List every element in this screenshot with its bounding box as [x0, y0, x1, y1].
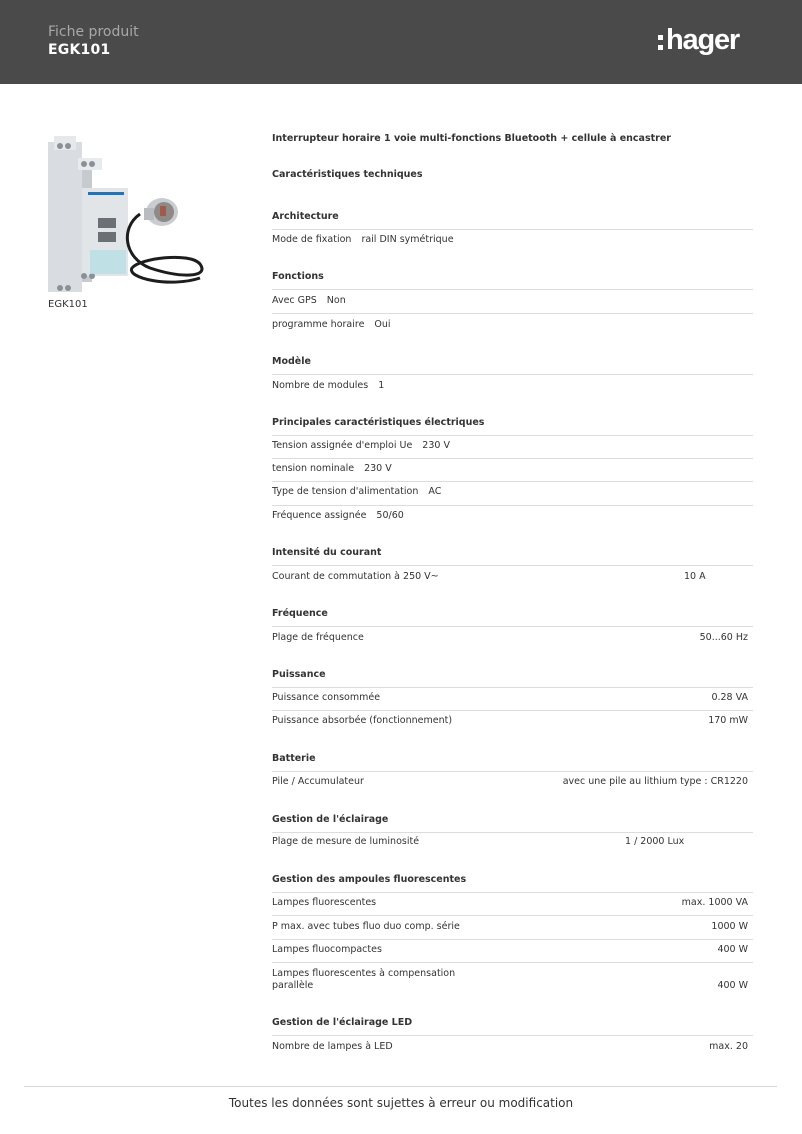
spec-row [272, 715, 753, 735]
product-code: EGK101 [48, 42, 111, 58]
section-heading: Modèle [272, 356, 753, 375]
spec-value: 400 W [717, 980, 748, 991]
spec-label [272, 968, 455, 991]
header-kicker: Fiche produit [48, 24, 139, 40]
spec-row [272, 776, 753, 796]
spec-row [272, 921, 753, 940]
spec-value: 1000 W [711, 921, 748, 932]
product-title: Interrupteur horaire 1 voie multi-fonctions Bluetooth + cellule à encastrer [272, 133, 671, 144]
spec-value: 1 / 2000 Lux [625, 836, 685, 847]
spec-value: avec une pile au lithium type : CR1220 [562, 776, 748, 787]
section-heading: Batterie [272, 753, 753, 772]
spec-label: Mode de fixation [272, 234, 352, 245]
spec-label: Plage de fréquence [272, 632, 364, 643]
spec-label: Tension assignée d'emploi Ue [272, 440, 413, 451]
spec-row [272, 571, 753, 591]
spec-row [272, 944, 753, 963]
spec-row [272, 968, 753, 1000]
spec-label: Fréquence assignée [272, 510, 367, 521]
spec-label: Puissance absorbée (fonctionnement) [272, 715, 453, 726]
section-heading: Gestion des ampoules fluorescentes [272, 874, 753, 893]
spec-row [272, 380, 753, 400]
spec-row [272, 632, 753, 652]
spec-value: 170 mW [708, 715, 748, 726]
spec-label: Lampes fluorescentes [272, 897, 377, 908]
spec-label: tension nominale [272, 463, 355, 474]
spec-label: programme horaire [272, 319, 365, 330]
spec-value: rail DIN symétrique [361, 234, 454, 245]
spec-value: AC [428, 486, 442, 497]
spec-row [272, 510, 753, 530]
hager-logo [658, 22, 739, 58]
section-heading: Architecture [272, 211, 753, 230]
section-heading: Intensité du courant [272, 547, 753, 566]
spec-value: 230 V [422, 440, 450, 451]
spec-row [272, 234, 753, 254]
spec-label: Avec GPS [272, 295, 317, 306]
product-image [40, 128, 212, 300]
spec-value: max. 1000 VA [681, 897, 748, 908]
spec-label: Nombre de modules [272, 380, 369, 391]
product-image-caption: EGK101 [48, 299, 88, 310]
spec-value: 1 [378, 380, 385, 391]
spec-row [272, 463, 753, 482]
footer-divider [24, 1086, 777, 1087]
spec-label: P max. avec tubes fluo duo comp. série [272, 921, 460, 932]
spec-label: Plage de mesure de luminosité [272, 836, 420, 847]
spec-row [272, 692, 753, 711]
spec-value: Oui [374, 319, 391, 330]
spec-value: 230 V [364, 463, 392, 474]
logo-wordmark: hager [666, 23, 739, 56]
footer-disclaimer: Toutes les données sont sujettes à erreur ou modification [228, 1096, 574, 1110]
section-heading: Gestion de l'éclairage [272, 814, 753, 833]
spec-row [272, 486, 753, 506]
section-heading: Principales caractéristiques électriques [272, 417, 753, 436]
spec-row [272, 836, 753, 856]
spec-label: Nombre de lampes à LED [272, 1041, 393, 1052]
spec-value: Non [326, 295, 346, 306]
spec-label-line2: parallèle [272, 980, 314, 991]
spec-label: Type de tension d'alimentation [272, 486, 419, 497]
spec-row [272, 319, 753, 339]
spec-value: 50/60 [376, 510, 404, 521]
section-heading: Gestion de l'éclairage LED [272, 1017, 753, 1036]
page-header [0, 0, 802, 84]
spec-label: Puissance consommée [272, 692, 381, 703]
spec-subtitle: Caractéristiques techniques [272, 169, 423, 180]
spec-value: 50...60 Hz [699, 632, 748, 643]
spec-value: 0.28 VA [711, 692, 748, 703]
spec-row [272, 295, 753, 314]
spec-label: Courant de commutation à 250 V~ [272, 571, 439, 582]
spec-label-line1: Lampes fluorescentes à compensation [272, 968, 456, 979]
spec-label: Pile / Accumulateur [272, 776, 364, 787]
logo-colon-icon [658, 35, 663, 50]
section-heading: Fréquence [272, 608, 753, 627]
section-heading: Puissance [272, 669, 753, 688]
spec-value: 400 W [717, 944, 748, 955]
spec-row [272, 1041, 753, 1061]
spec-value: max. 20 [709, 1041, 748, 1052]
section-heading: Fonctions [272, 271, 753, 290]
spec-value: 10 A [684, 571, 706, 582]
spec-label: Lampes fluocompactes [272, 944, 382, 955]
spec-row [272, 897, 753, 916]
spec-row [272, 440, 753, 459]
